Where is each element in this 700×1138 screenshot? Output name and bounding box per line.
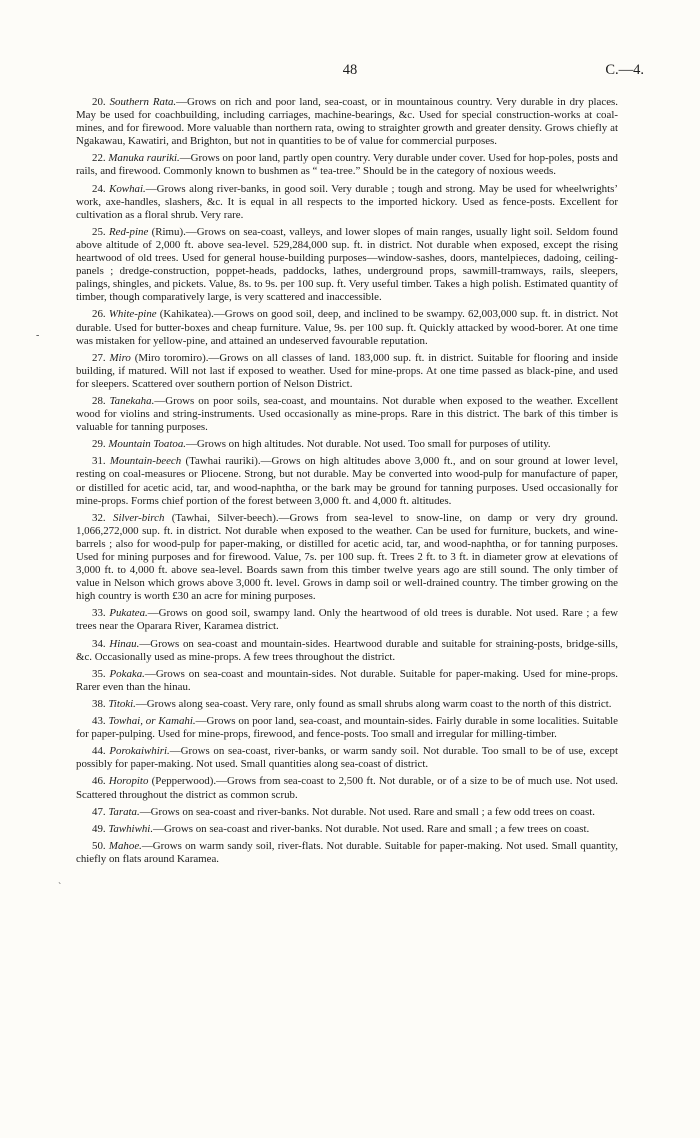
timber-name: Kowhai. (109, 182, 146, 195)
timber-name: Southern Rata. (109, 96, 177, 108)
entry-description: (Tawhai rauriki).—Grows on high altitudes above 3,000 ft., and on sour ground at lower level, resting on coal-measures or Pliocene. Strong, but not durable. May be converted into wood-pulp for manufacture of paper, or distilled for acetic acid, tar, and wood-naphtha, or the bark may be ground for tanning purposes. Used occasionally for mine-props. Forms chief portion of the forest between 3,000 ft. and 4,000 ft. altitudes. (76, 455, 618, 507)
timber-entry (76, 638, 618, 664)
timber-entry (76, 96, 618, 148)
entry-number: 49. (92, 822, 109, 835)
series-code: C.—4. (605, 62, 644, 78)
entry-number: 27. (92, 351, 110, 364)
timber-entries (76, 96, 618, 870)
timber-name: Towhai, or Kamahi. (108, 715, 196, 728)
timber-entry (76, 698, 618, 711)
timber-name: Porokaiwhiri. (109, 745, 170, 758)
entry-number: 34. (92, 637, 110, 650)
timber-entry (76, 226, 618, 305)
timber-entry (76, 607, 618, 633)
timber-entry (76, 308, 618, 347)
entry-number: 31. (92, 455, 110, 468)
timber-entry (76, 512, 618, 604)
timber-entry (76, 668, 618, 694)
timber-name: Mahoe. (108, 839, 142, 852)
timber-name: White-pine (108, 308, 157, 321)
timber-entry (76, 715, 618, 741)
timber-entry (76, 395, 618, 434)
entry-number: 38. (92, 697, 109, 710)
entry-number: 32. (92, 511, 113, 524)
timber-entry (76, 438, 618, 451)
timber-name: Mountain Toatoa. (108, 438, 187, 451)
entry-number: 29. (92, 438, 109, 451)
timber-name: Pukatea. (109, 607, 148, 620)
timber-entry (76, 775, 618, 801)
entry-description: (Tawhai, Silver-beech).—Grows from sea-level to snow-line, on damp or very dry ground. 1,066,272,000 sup. ft. in district. Not durable when exposed to the weather. Can be used for furniture, buckets, and wine-barrels ; also for wood-pulp for paper-making, or distilled for acetic acid, tar, and wood-naphtha, or for tanning purposes. Used for mining purposes and for firewood. Value, 7s. per 100 sup. ft. Trees 2 ft. to 3 ft. in diameter grow at elevations of 3,000 ft. to 4,000 ft. above sea-level. Boards sawn from this timber twelve years ago are still sound. The only timber of value in Nelson which grows above 3,000 ft. level. Grows in damp soil or well-drained country. The timber growing on the high country is worth £30 an acre for mining purposes. (76, 511, 618, 603)
timber-name: Tawhiwhi. (108, 822, 154, 835)
timber-entry (76, 823, 618, 836)
entry-description: —Grows on sea-coast, river-banks, or warm sandy soil. Not durable. Too small to be of use, except possibly for paper-making. Not used. Small quantities along sea-coast of district. (76, 745, 618, 771)
timber-name: Hinau. (109, 637, 140, 650)
entry-number: 35. (92, 667, 110, 680)
timber-name: Titoki. (108, 697, 136, 710)
entry-description: —Grows on good soil, swampy land. Only the heartwood of old trees is durable. Not used. Rare ; a few trees near the Oparara River, Karamea district. (76, 607, 618, 633)
timber-name: Pokaka. (109, 667, 145, 680)
margin-mark: - (36, 330, 40, 341)
timber-entry (76, 152, 618, 178)
timber-entry (76, 455, 618, 507)
entry-number: 25. (92, 225, 109, 238)
timber-name: Miro (109, 351, 131, 364)
timber-name: Manuka rauriki. (108, 152, 180, 165)
entry-description: —Grows on poor land, partly open country. Very durable under cover. Used for hop-poles, posts and rails, and firewood. Commonly known to bushmen as “ tea-tree.” Should be in the category of noxious weeds. (76, 152, 618, 178)
page-number: 48 (342, 62, 358, 78)
timber-name: Silver-birch (113, 511, 165, 524)
timber-entry (76, 183, 618, 222)
entry-number: 33. (92, 607, 110, 620)
entry-number: 22. (92, 152, 109, 165)
entry-description: —Grows on poor land, sea-coast, and mountain-sides. Fairly durable in some localities. Suitable for paper-pulping. Used for mine-props, firewood, and fence-posts. Too small and irregular for milling-timber. (76, 715, 618, 741)
entry-description: —Grows on high altitudes. Not durable. Not used. Too small for purposes of utility. (186, 438, 551, 451)
timber-entry (76, 352, 618, 391)
entry-description: —Grows on sea-coast and mountain-sides. Not durable. Suitable for paper-making. Used for mine-props. Rarer even than the hinau. (76, 667, 619, 693)
entry-number: 47. (92, 805, 109, 818)
entry-description: (Kahikatea).—Grows on good soil, deep, and inclined to be swampy. 62,003,000 sup. ft. in district. Not durable. Used for butter-boxes and cheap furniture. Value, 9s. per 100 sup. ft. Quickly attacked by wood-borer. At one time was mistaken for yellow-pine, and attained an undeserved favourable reputation. (76, 308, 618, 347)
entry-description: —Grows on sea-coast and river-banks. Not durable. Not used. Rare and small ; a few trees on coast. (153, 822, 590, 835)
entry-number: 24. (92, 182, 110, 195)
entry-description: (Rimu).—Grows on sea-coast, valleys, and lower slopes of main ranges, usually light soil. Seldom found above altitude of 2,000 ft. above sea-level. 529,284,000 sup. ft. in district. Not durable when exposed, except the rising heartwood of old trees. Used for general house-building purposes—window-sashes, doors, mantelpieces, dadoing, ceiling-panels ; dredge-construction, poppet-heads, paddocks, lathes, underground props, sawmill-tramways, rails, sleepers, palings, shingles, and pickets. Value, 8s. to 9s. per 100 sup. ft. Very useful timber. Takes a high polish. Estimated quantity of timber, though comparatively large, is very scattered and inaccessible. (76, 225, 618, 304)
entry-description: —Grows on warm sandy soil, river-flats. Not durable. Suitable for paper-making. Not used. Small quantity, chiefly on flats around Karamea. (76, 839, 618, 865)
entry-description: (Pepperwood).—Grows from sea-coast to 2,500 ft. Not durable, or of a size to be of much use. Not used. Scattered throughout the district as common scrub. (76, 775, 618, 801)
timber-entry (76, 745, 618, 771)
entry-number: 20. (92, 96, 110, 108)
timber-name: Tarata. (108, 805, 140, 818)
timber-name: Red-pine (108, 225, 149, 238)
entry-number: 28. (92, 394, 110, 407)
entry-description: —Grows along sea-coast. Very rare, only found as small shrubs along warm coast to the north of this district. (135, 697, 612, 710)
entry-number: 43. (92, 715, 109, 728)
entry-description: —Grows on sea-coast and river-banks. Not durable. Not used. Rare and small ; a few odd trees on coast. (139, 805, 595, 818)
page-header (0, 62, 700, 82)
timber-name: Tanekaha. (109, 394, 155, 407)
timber-entry (76, 806, 618, 819)
margin-mark: ` (58, 882, 62, 893)
entry-description: (Miro toromiro).—Grows on all classes of land. 183,000 sup. ft. in district. Suitable for flooring and inside building, if matured. Will not last if exposed to weather. Used for mine-props. At one time passed as black-pine, and used for sleepers. Scattered over southern portion of Nelson District. (76, 351, 618, 390)
timber-name: Mountain-beech (109, 455, 182, 468)
timber-name: Horopito (108, 775, 149, 788)
entry-description: —Grows on rich and poor land, sea-coast, or in mountainous country. Very durable in dry places. May be used for coachbuilding, including carriages, machine-bearings, &c. Used for special construction-works at coal-mines, and for firewood. More valuable than northern rata, owing to straighter growth and greater density. Grows chiefly at Ngakawau, Kawatiri, and Brighton, but not in quantities to be of value for commercial purposes. (76, 96, 619, 148)
entry-number: 46. (92, 775, 109, 788)
entry-number: 50. (92, 839, 109, 852)
entry-number: 44. (92, 745, 110, 758)
timber-entry (76, 840, 618, 866)
entry-number: 26. (92, 308, 109, 321)
entry-description: —Grows on poor soils, sea-coast, and mountains. Not durable when exposed to the weather. Excellent wood for violins and string-instruments. Used occasionally as mine-props. Rare in this district. The bark of this timber is valuable for tanning purposes. (76, 394, 618, 434)
entry-description: —Grows on sea-coast and mountain-sides. Heartwood durable and suitable for straining-posts, bridge-sills, &c. Occasionally used as mine-props. A few trees throughout the district. (76, 637, 619, 663)
entry-description: —Grows along river-banks, in good soil. Very durable ; tough and strong. May be used for wheelwrights’ work, axe-handles, slashers, &c. It is equal in all respects to the imported hickory. Used as fence-posts. Excellent for cultivation as a floral shrub. Very rare. (76, 182, 618, 221)
